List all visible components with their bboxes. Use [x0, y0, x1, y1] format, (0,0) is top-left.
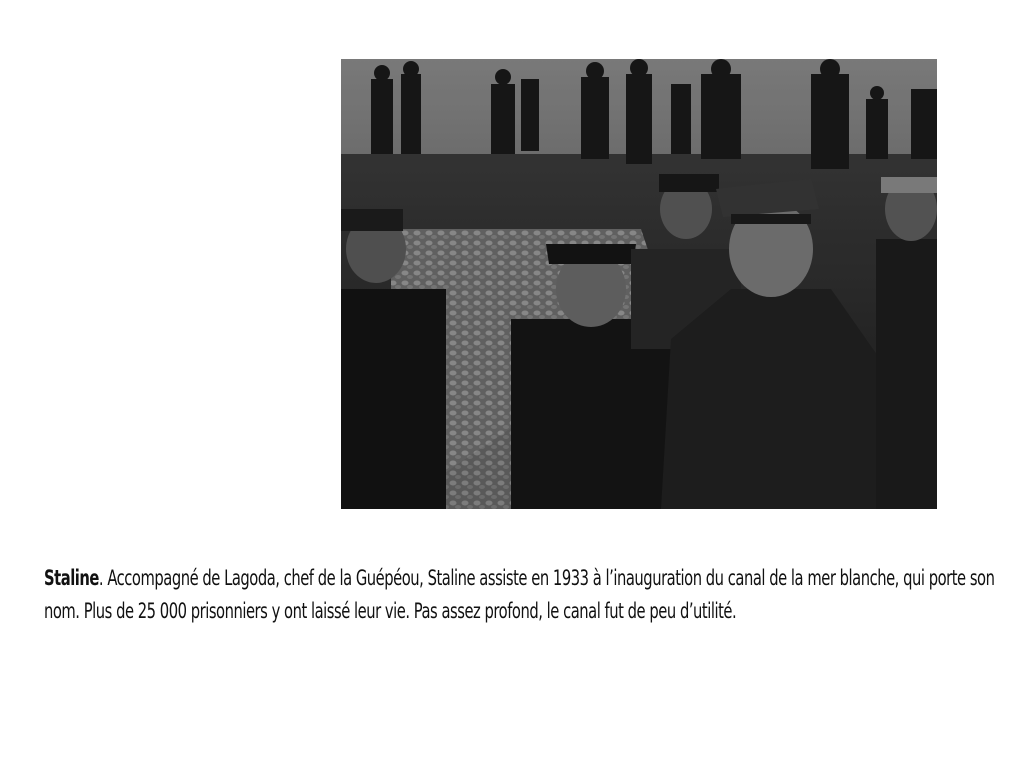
photo-caption	[44, 562, 1004, 628]
historical-photo	[341, 59, 937, 509]
caption-lead: Staline	[44, 566, 99, 590]
caption-text: . Accompagné de Lagoda, chef de la Guépéou, Staline assiste en 1933 à l’inauguration du canal de la mer blanche, qui porte son nom. Plus de 25 000 prisonniers y ont laissé leur vie. Pas assez profond, le canal fut de peu d’utilité.	[44, 566, 995, 623]
photo-illustration	[341, 59, 937, 509]
